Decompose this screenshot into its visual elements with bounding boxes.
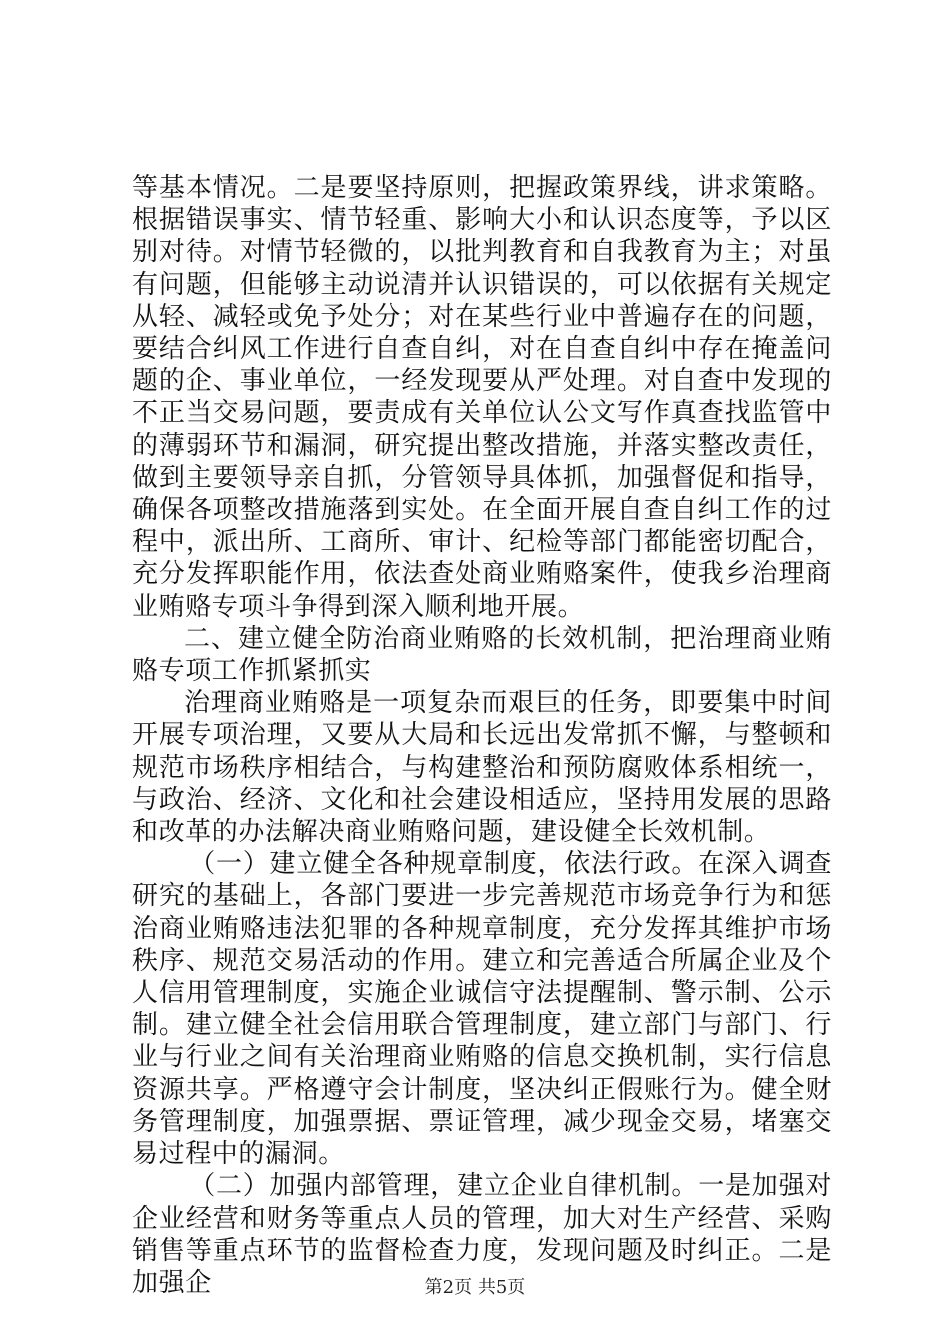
section-heading-two: 二、建立健全防治商业贿赂的长效机制，把治理商业贿赂专项工作抓紧抓实 bbox=[132, 623, 832, 687]
paragraph-continuation: 等基本情况。二是要坚持原则，把握政策界线，讲求策略。根据错误事实、情节轻重、影响大小和认识态度等，予以区别对待。对情节轻微的，以批判教育和自我教育为主；对虽有问题，但能够主动说清并认识错误的，可以依据有关规定从轻、减轻或免予处分；对在某些行业中普遍存在的问题，要结合纠风工作进行自查自纠，对在自查自纠中存在掩盖问题的企、事业单位，一经发现要从严处理。对自查中发现的不正当交易问题，要责成有关单位认公文写作真查找监管中的薄弱环节和漏洞，研究提出整改措施，并落实整改责任，做到主要领导亲自抓，分管领导具体抓，加强督促和指导，确保各项整改措施落到实处。在全面开展自查自纠工作的过程中，派出所、工商所、审计、纪检等部门都能密切配合，充分发挥职能作用，依法查处商业贿赂案件，使我乡治理商业贿赂专项斗争得到深入顺利地开展。 bbox=[132, 173, 832, 622]
page-number: 第2页 共5页 bbox=[424, 1277, 526, 1298]
paragraph-item-one: （一）建立健全各种规章制度，依法行政。在深入调查研究的基础上，各部门要进一步完善规范市场竞争行为和惩治商业贿赂违法犯罪的各种规章制度，充分发挥其维护市场秩序、规范交易活动的作用。建立和完善适合所属企业及个人信用管理制度，实施企业诚信守法提醒制、警示制、公示制。建立健全社会信用联合管理制度，建立部门与部门、行业与行业之间有关治理商业贿赂的信息交换机制，实行信息资源共享。严格遵守会计制度，坚决纠正假账行为。健全财务管理制度，加强票据、票证管理，减少现金交易，堵塞交易过程中的漏洞。 bbox=[132, 849, 832, 1170]
document-body bbox=[132, 172, 832, 1299]
paragraph-item-two: （二）加强内部管理，建立企业自律机制。一是加强对企业经营和财务等重点人员的管理，加大对生产经营、采购销售等重点环节的监督检查力度，发现问题及时纠正。二是加强企 bbox=[132, 1171, 832, 1298]
paragraph-intro: 治理商业贿赂是一项复杂而艰巨的任务，即要集中时间开展专项治理，又要从大局和长远出发常抓不懈，与整顿和规范市场秩序相结合，与构建整治和预防腐败体系相统一，与政治、经济、文化和社会建设相适应，坚持用发展的思路和改革的办法解决商业贿赂问题，建设健全长效机制。 bbox=[132, 688, 832, 848]
